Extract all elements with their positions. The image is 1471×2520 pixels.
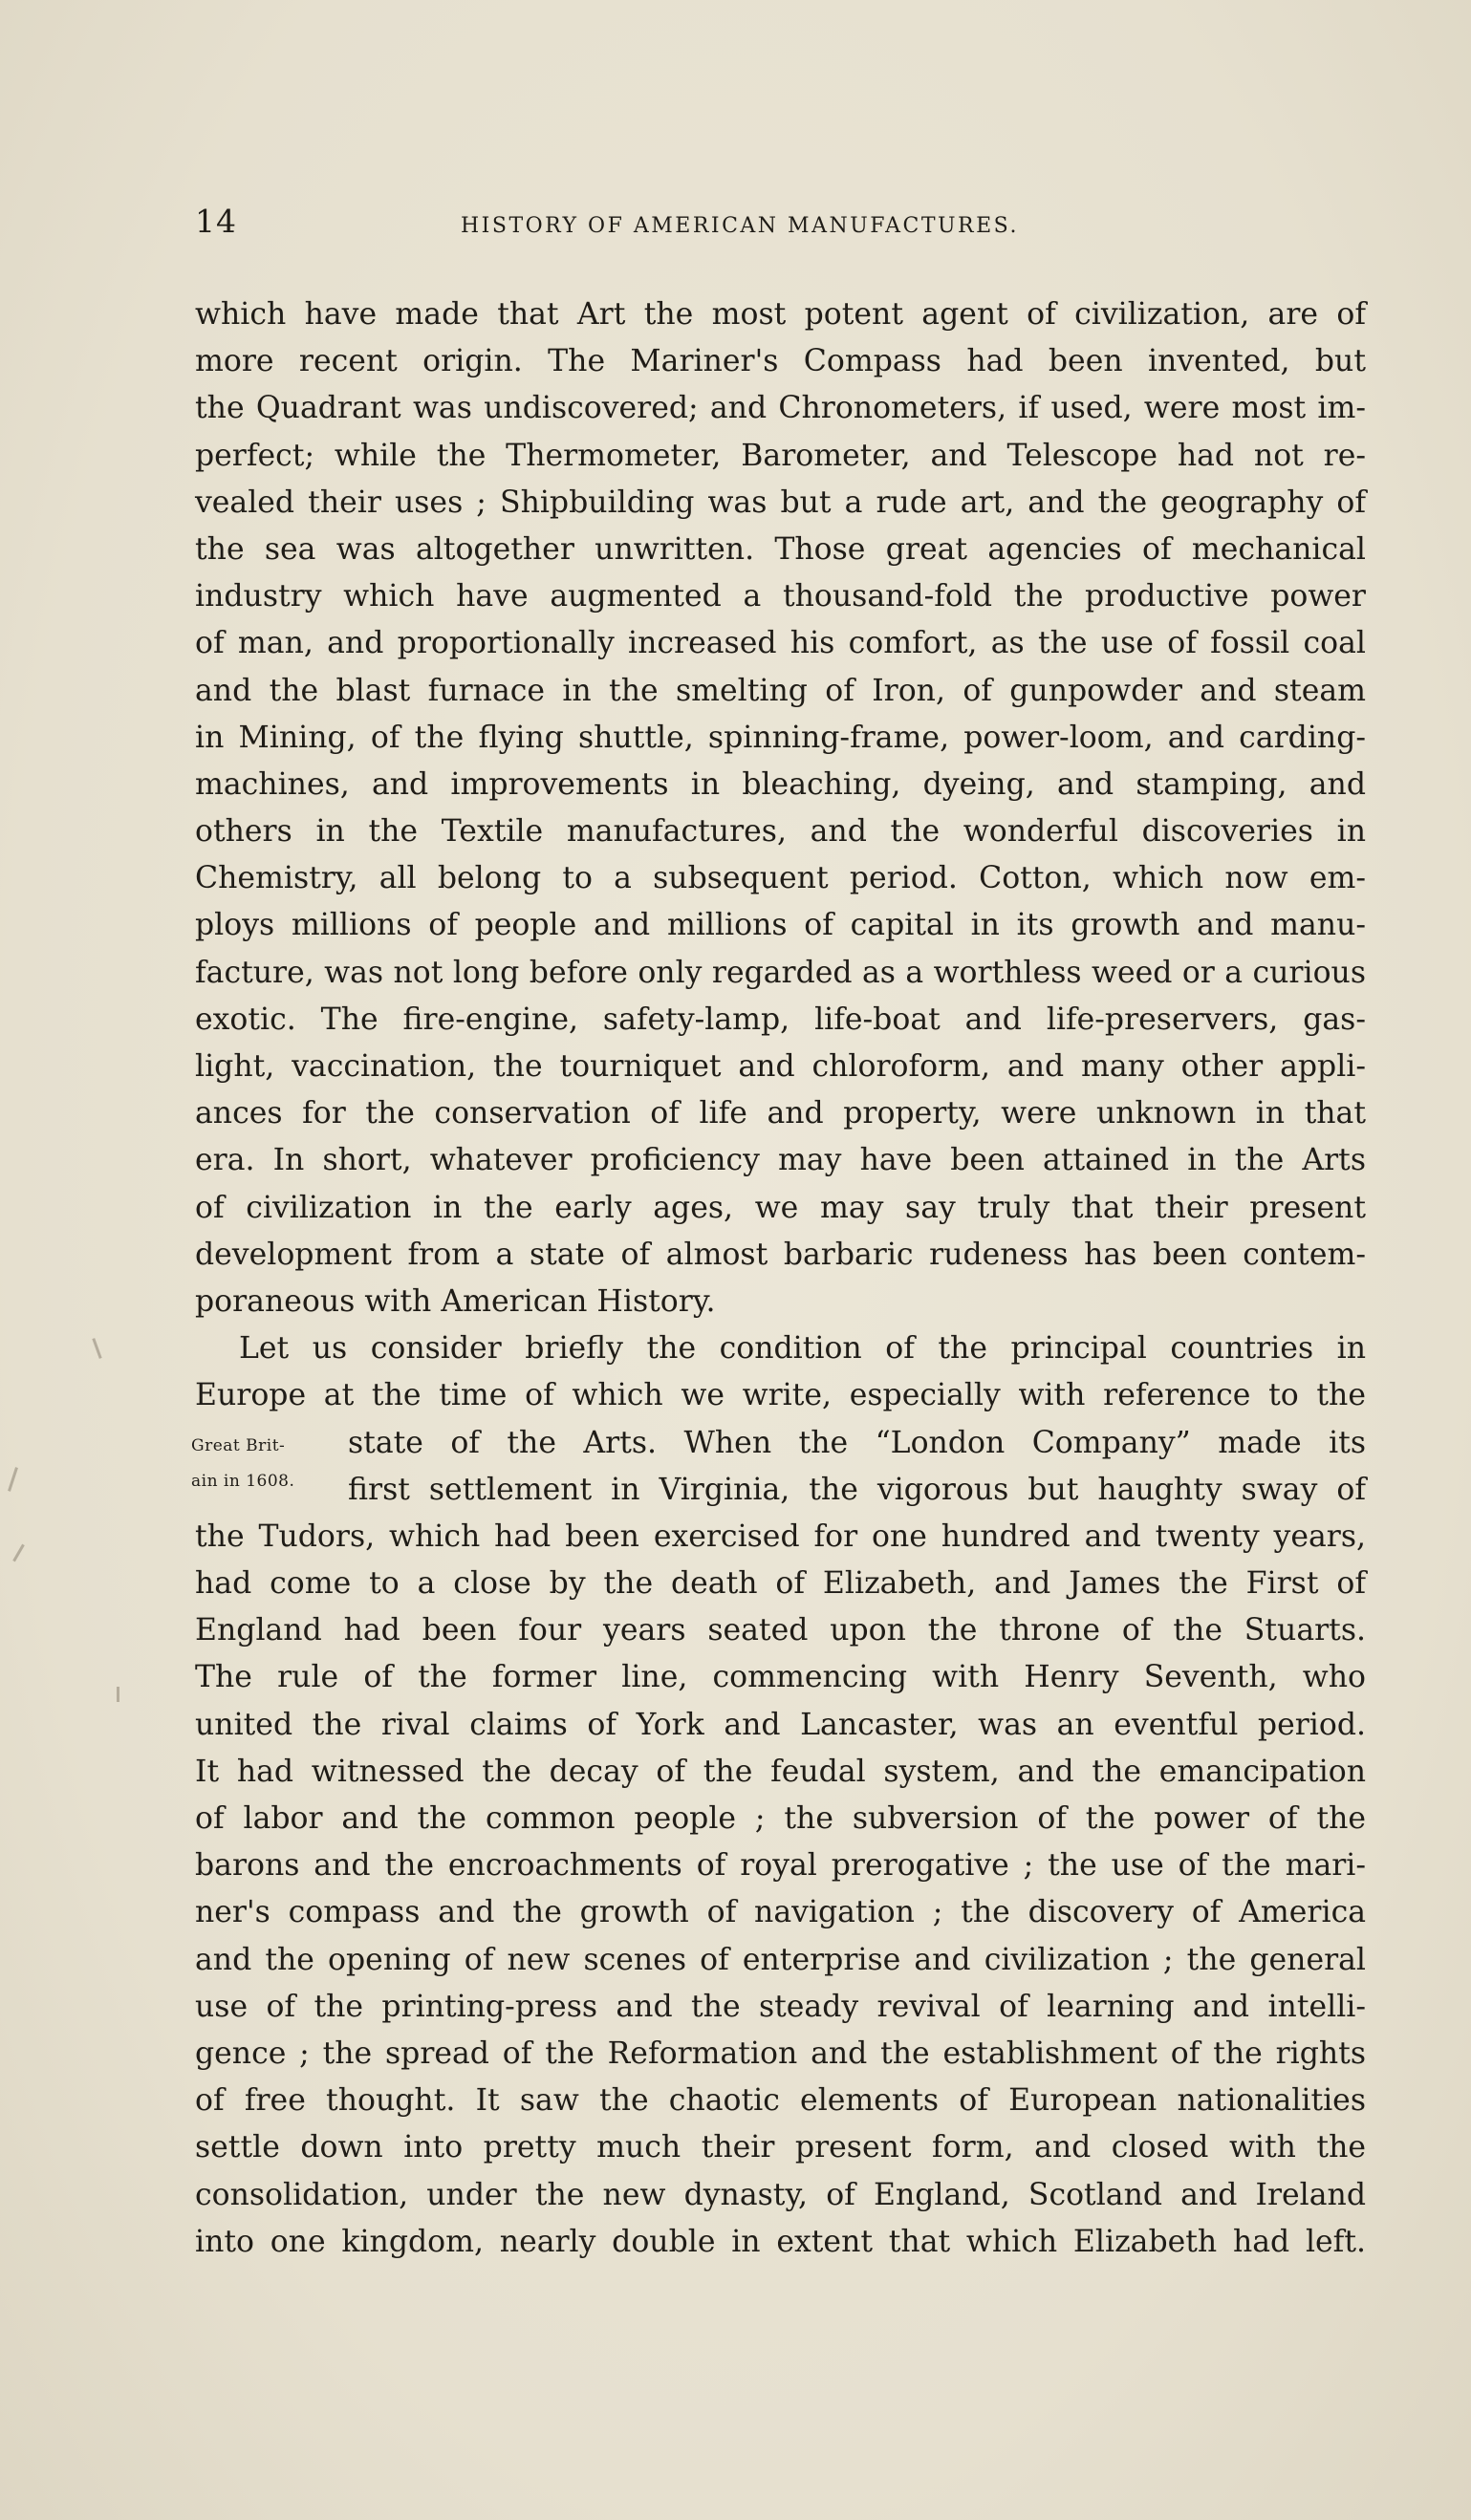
text-line: consolidation, under the new dynasty, of England, Scotland and Ireland <box>195 2177 1366 2212</box>
text-line: which have made that Art the most potent agent of civilization, are of <box>195 297 1366 332</box>
text-line: others in the Textile manufactures, and the wonderful discoveries in <box>195 814 1366 850</box>
text-line: poraneous with American History. <box>195 1283 716 1319</box>
page-number: 14 <box>195 203 237 240</box>
text-line: Chemistry, all belong to a subsequent period. Cotton, which now em- <box>195 861 1366 896</box>
text-line: of labor and the common people ; the subversion of the power of the <box>195 1801 1366 1836</box>
text-line-content: first settlement in Virginia, the vigorous but haughty sway of <box>348 1472 1366 1507</box>
sidenote-line-1: Great Brit- <box>191 1435 286 1455</box>
text-line: exotic. The fire-engine, safety-lamp, life-boat and life-preservers, gas- <box>195 1002 1366 1037</box>
text-line: machines, and improvements in bleaching, dyeing, and stamping, and <box>195 766 1366 802</box>
paragraph-start-line: Let us consider briefly the condition of the principal countries in <box>239 1331 1366 1367</box>
text-line: facture, was not long before only regarded as a worthless weed or a curious <box>195 955 1366 990</box>
margin-mark <box>8 1467 18 1492</box>
text-line: of free thought. It saw the chaotic elements of European nationalities <box>195 2083 1366 2119</box>
text-line: perfect; while the Thermometer, Barometer, and Telescope had not re- <box>195 438 1366 473</box>
text-line: gence ; the spread of the Reformation and the establishment of the rights <box>195 2035 1366 2071</box>
margin-mark <box>12 1544 25 1562</box>
text-line-with-sidenote <box>191 1420 1366 1467</box>
text-line: of man, and proportionally increased his comfort, as the use of fossil coal <box>195 626 1366 661</box>
text-line: industry which have augmented a thousand-fold the productive power <box>195 579 1366 614</box>
text-line: of civilization in the early ages, we may say truly that their present <box>195 1190 1366 1225</box>
text-line: and the opening of new scenes of enterprise and civilization ; the general <box>195 1942 1366 1977</box>
text-line: use of the printing-press and the steady revival of learning and intelli- <box>195 1989 1366 2024</box>
text-line: Europe at the time of which we write, especially with reference to the <box>195 1378 1366 1413</box>
page-header <box>195 203 1371 250</box>
text-line: in Mining, of the flying shuttle, spinning-frame, power-loom, and carding- <box>195 720 1366 755</box>
text-line: more recent origin. The Mariner's Compass had been invented, but <box>195 344 1366 379</box>
text-line: light, vaccination, the tourniquet and chloroform, and many other appli- <box>195 1049 1366 1084</box>
text-line: development from a state of almost barbaric rudeness has been contem- <box>195 1237 1366 1272</box>
text-line: the Quadrant was undiscovered; and Chronometers, if used, were most im- <box>195 391 1366 426</box>
text-line: united the rival claims of York and Lancaster, was an eventful period. <box>195 1707 1366 1742</box>
text-line: had come to a close by the death of Elizabeth, and James the First of <box>195 1566 1366 1602</box>
text-line: vealed their uses ; Shipbuilding was but a rude art, and the geography of <box>195 485 1366 520</box>
text-line: England had been four years seated upon the throne of the Stuarts. <box>195 1613 1366 1648</box>
text-line: the Tudors, which had been exercised for one hundred and twenty years, <box>195 1518 1366 1554</box>
body-text <box>191 291 1366 2266</box>
text-line: and the blast furnace in the smelting of Iron, of gunpowder and steam <box>195 673 1366 708</box>
text-line: ances for the conservation of life and property, were unknown in that <box>195 1096 1366 1131</box>
text-line: the sea was altogether unwritten. Those great agencies of mechanical <box>195 531 1366 567</box>
text-line: ner's compass and the growth of navigation ; the discovery of America <box>195 1895 1366 1930</box>
text-line: era. In short, whatever proficiency may have been attained in the Arts <box>195 1143 1366 1178</box>
text-line: The rule of the former line, commencing with Henry Seventh, who <box>195 1660 1366 1695</box>
margin-mark <box>92 1338 101 1359</box>
sidenote-line-2: ain in 1608. <box>191 1471 295 1491</box>
text-line: It had witnessed the decay of the feudal system, and the emancipation <box>195 1754 1366 1789</box>
text-line: settle down into pretty much their present form, and closed with the <box>195 2130 1366 2165</box>
margin-mark <box>117 1687 119 1702</box>
text-line-content: state of the Arts. When the “London Company” made its <box>348 1425 1366 1460</box>
text-line-with-sidenote <box>191 1467 1366 1514</box>
running-head: HISTORY OF AMERICAN MANUFACTURES. <box>461 214 1019 238</box>
text-line: barons and the encroachments of royal prerogative ; the use of the mari- <box>195 1848 1366 1884</box>
text-line: into one kingdom, nearly double in extent that which Elizabeth had left. <box>195 2224 1366 2259</box>
text-line: ploys millions of people and millions of capital in its growth and manu- <box>195 908 1366 943</box>
